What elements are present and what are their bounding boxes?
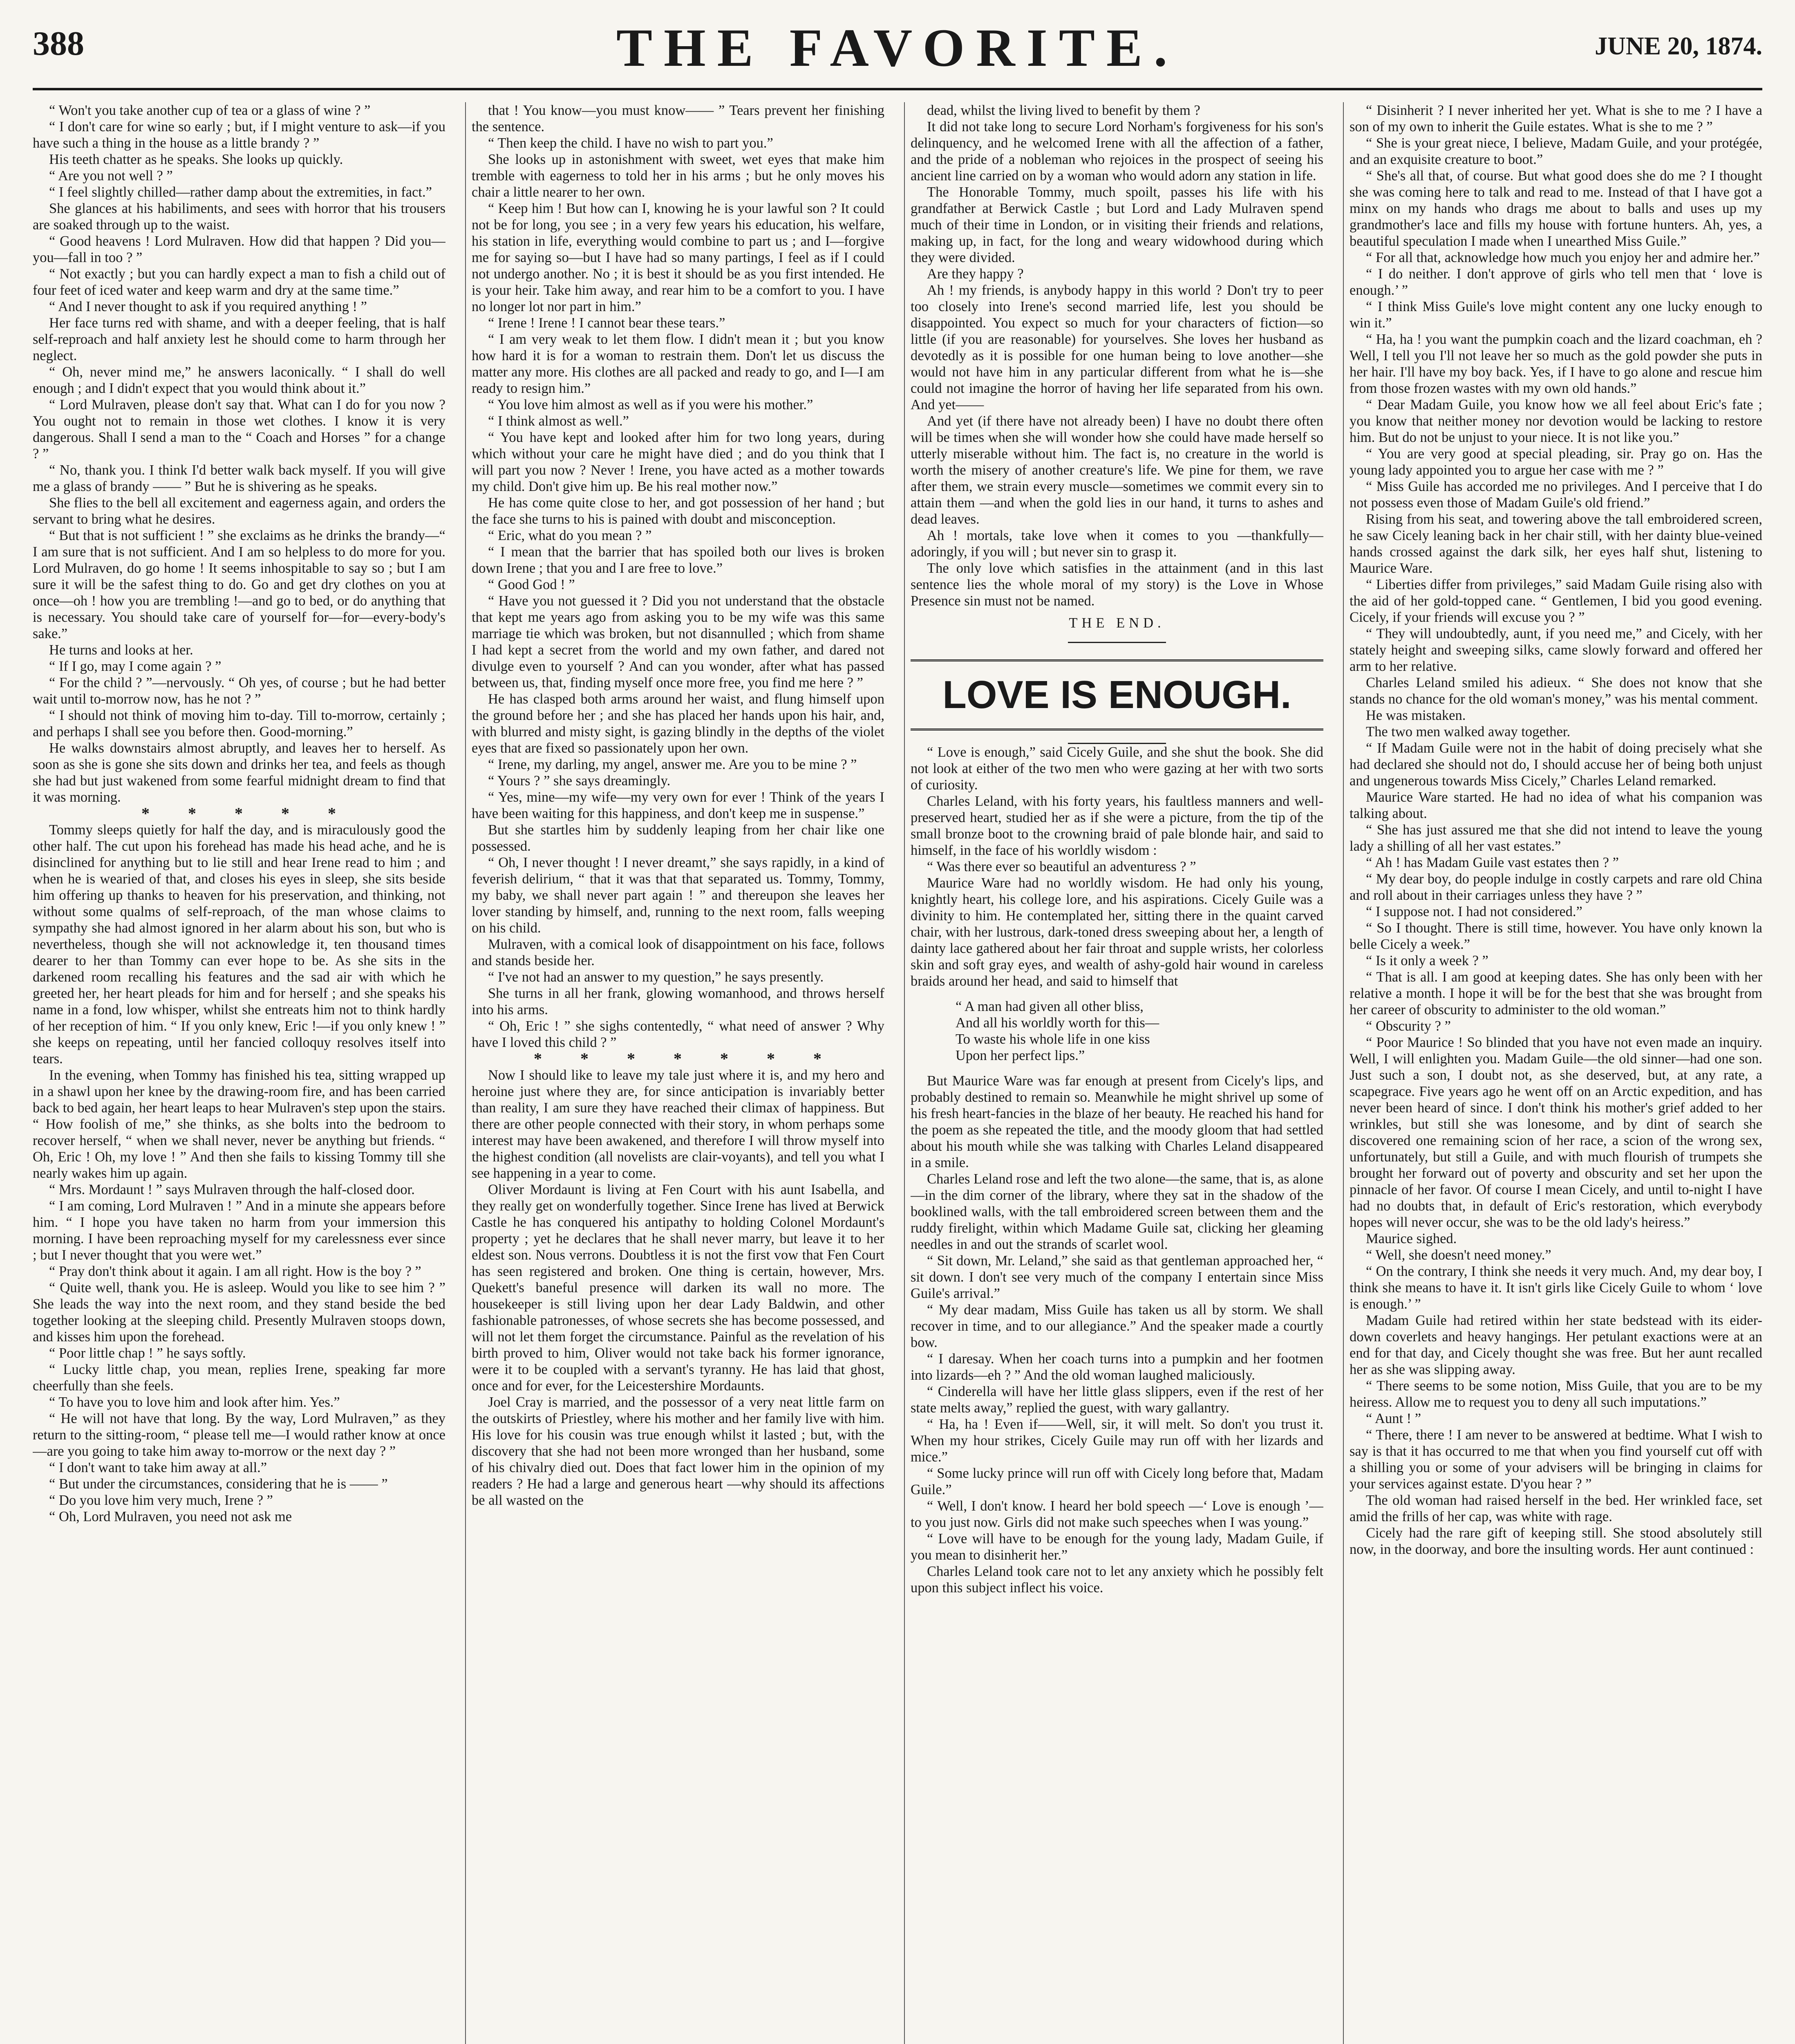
paragraph: “ Keep him ! But how can I, knowing he is your lawful son ? It could not be for long, you see ; in a very few years his education, his welfare, his station in life, everything would combine to part us ; and I—forgive me for saying so—but I have had so many partings, I feel as if I could not undergo another. No ; it is best it should be as you first intended. He is your heir. Take him away, and rear him to be a comfort to you. I have no longer lot nor part in him.” [472,201,884,314]
paragraph: “ Irene ! Irene ! I cannot bear these tears.” [488,315,725,331]
paragraph: “ They will undoubtedly, aunt, if you need me,” and Cicely, with her stately height and sweeping silks, came slowly forward and offered her arm to her relative. [1350,626,1762,674]
paragraph: “ So I thought. There is still time, however. You have only known la belle Cicely a week.” [1350,920,1762,952]
paragraph: She flies to the bell all excitement and eagerness again, and orders the servant to bring what he desires. [33,495,445,527]
paragraph: “ And I never thought to ask if you required anything ! ” [49,299,367,314]
paragraph: “ Is it only a week ? ” [1366,953,1488,968]
poem-line: “ A man had given all other bliss, [956,999,1144,1014]
paragraph: “ But that is not sufficient ! ” she exclaims as he drinks the brandy—“ I am sure that is not sufficient. And I am so helpless to do more for you. Lord Mulraven, do go home ! It seems inhospitable to say so ; but I am sure it will be the safest thing to do. Go and get dry clothes on you at once—oh ! how you are trembling !—and go to bed, or do anything that is necessary. You should take care of yourself for—for—every-body's sake.” [33,528,445,641]
paragraph: “ If I go, may I come again ? ” [49,659,222,674]
paragraph: “ Are you not well ? ” [49,168,173,184]
poem-line: To waste his whole life in one kiss [956,1031,1150,1047]
paragraph: Maurice Ware had no worldly wisdom. He had only his young, knightly heart, his college lore, and his aspirations. Cicely Guile was a divinity to him. He contemplated her, sitting there in the quaint carved chair, with her lustrous, dark-toned dress sweeping about her, a length of dainty lace gathered about her fair throat and supple wrists, her colorless skin and soft gray eyes, and wealth of ashy-gold hair wound in careless braids around her head, and said to himself that [911,875,1323,989]
article-columns [33,102,1762,2044]
header-rule [33,88,1762,90]
column-2 [472,102,884,2044]
issue-date: JUNE 20, 1874. [1595,32,1762,60]
poem-line: And all his worldly worth for this— [956,1015,1159,1031]
paragraph: “ Some lucky prince will run off with Cicely long before that, Madam Guile.” [911,1466,1323,1497]
paragraph: The Honorable Tommy, much spoilt, passes his life with his grandfather at Berwick Castle ; but Lord and Lady Mulraven spend much of their time in London, or in visiting their friends and relations, making up, in fact, for the long and weary widowhood during which they were divided. [911,184,1323,265]
paragraph: “ I mean that the barrier that has spoiled both our lives is broken down Irene ; that you and I are free to love.” [472,544,884,576]
paragraph: Her face turns red with shame, and with a deeper feeling, that is half self-reproach and half anxiety lest he should come to harm through her neglect. [33,315,445,363]
paragraph: “ You have kept and looked after him for two long years, during which without your care he might have died ; and do you think that I will part you now ? Never ! Irene, you have acted as a mother towards my child. Don't give him up. Be his real mother now.” [472,430,884,494]
paragraph: “ Then keep the child. I have no wish to part you.” [488,135,773,151]
paragraph: “ There, there ! I am never to be answered at bedtime. What I wish to say is that it has occurred to me that when you find yourself cut off with a shilling you or some of your advisers will be bringing in claims for your services against estate. D'you hear ? ” [1350,1427,1762,1492]
paragraph: “ Was there ever so beautiful an adventuress ? ” [927,859,1196,874]
paragraph: “ Lord Mulraven, please don't say that. What can I do for you now ? You ought not to remain in those wet clothes. I know it is very dangerous. Shall I send a man to the “ Coach and Horses ” for a change ? ” [33,397,445,462]
newspaper-title: THE FAVORITE. [616,18,1179,78]
paragraph: Madam Guile had retired within her state bedstead with its eider-down coverlets and heavy hangings. Her petulant exactions were at an end for that day, and Cicely thought she was free. But her aunt recalled her as she was slipping away. [1350,1313,1762,1377]
paragraph: Ah ! my friends, is anybody happy in this world ? Don't try to peer too closely into Irene's second married life, lest you should be disappointed. You expect so much for your characters of fiction—so little (if you are reasonable) for yourselves. She loves her husband as devotedly as it is possible for one human being to love another—she would not have him in any particular different from what he is—she could not imagine the horror of having her life separated from his own. And yet—— [911,282,1323,412]
end-rule [1068,642,1166,643]
paragraph: “ For the child ? ”—nervously. “ Oh yes, of course ; but he had better wait until to-morrow now, has he not ? ” [33,675,445,707]
paragraph: “ I think almost as well.” [488,413,629,429]
column-4 [1350,102,1762,2044]
paragraph: But she startles him by suddenly leaping from her chair like one possessed. [472,822,884,854]
paragraph: The old woman had raised herself in the bed. Her wrinkled face, set amid the frills of her cap, was white with rage. [1350,1493,1762,1524]
paragraph: And yet (if there have not already been) I have no doubt there often will be times when she will wonder how she could have made herself so utterly miserable without him. The fact is, no creature in the world is worth the misery of another creature's life. We pine for them, we rave after them, we strain every muscle—sometimes we commit every sin to attain them —and when the gold lies in our hand, it turns to ashes and dead leaves. [911,413,1323,527]
paragraph: She looks up in astonishment with sweet, wet eyes that make him tremble with eagerness to told her in his arms ; but he only moves his chair a little nearer to her own. [472,152,884,200]
paragraph: “ Mrs. Mordaunt ! ” says Mulraven through the half-closed door. [49,1182,415,1197]
paragraph: “ Poor Maurice ! So blinded that you have not even made an inquiry. Well, I will enlighten you. Madam Guile—the old sinner—had one son. Just such a son, I doubt not, as she deserved, but, at any rate, a scapegrace. Five years ago he went off on an Arctic expedition, and has never been heard of since. I don't think his mother's grief added to her wrinkles, but still she was lonesome, and by dint of search she discovered one remaining scion of her race, a scion of the wrong sex, unfortunately, but still a Guile, and with much flourish of trumpets she brought her forward out of poverty and obscurity and set her upon the pinnacle of her favor. Of course I mean Cicely, and until to-night I have had no doubts that, in default of Eric's restoration, which everybody hopes will never occur, she was to be the old lady's heiress.” [1350,1035,1762,1230]
paragraph: “ Disinherit ? I never inherited her yet. What is she to me ? I have a son of my own to inherit the Guile estates. What is she to me ? ” [1350,103,1762,134]
paragraph: “ On the contrary, I think she needs it very much. And, my dear boy, I think she means to have it. It isn't girls like Cicely Guile to whom ‘ love is enough.’ ” [1350,1264,1762,1312]
poem [956,998,1323,1064]
paragraph: “ If Madam Guile were not in the habit of doing precisely what she had declared she should not do, I should accuse her of being both unjust and ungenerous towards Miss Cicely,” Charles Leland remarked. [1350,740,1762,789]
story-opening [911,744,1323,989]
section-break: * * * * * * * [534,1049,839,1068]
paragraph: “ I think Miss Guile's love might content any one lucky enough to win it.” [1350,299,1762,331]
paragraph: It did not take long to secure Lord Norham's forgiveness for his son's delinquency, and he welcomed Irene with all the affection of a father, and the pride of a nobleman who rejoices in the prospect of seeing his ancient line carried on by a woman who would adorn any station in life. [911,119,1323,184]
column-1 [33,102,445,2044]
paragraph: Charles Leland smiled his adieux. “ She does not know that she stands no chance for the old woman's money,” was his mental comment. [1350,675,1762,707]
paragraph: “ Miss Guile has accorded me no privileges. And I perceive that I do not possess even those of Madam Guile's old friend.” [1350,479,1762,511]
paragraph: dead, whilst the living lived to benefit by them ? [927,103,1200,118]
paragraph: “ Yes, mine—my wife—my very own for ever ! Think of the years I have been waiting for this happiness, and don't keep me in suspense.” [472,789,884,821]
paragraph: “ I am very weak to let them flow. I didn't mean it ; but you know how hard it is for a woman to restrain them. Don't let us discuss the matter any more. His clothes are all packed and ready to go, and I—I am ready to resign him.” [472,332,884,396]
paragraph: Joel Cray is married, and the possessor of a very neat little farm on the outskirts of Priestley, where his mother and her family live with him. His love for his cousin was true enough whilst it lasted ; but, with the discovery that she had not been more wronged than her husband, some of his chivalry died out. Does that fact lower him in the opinion of my readers ? He had a large and generous heart —why should its affections be all wasted on the [472,1394,884,1508]
paragraph: “ You are very good at special pleading, sir. Pray go on. Has the young lady appointed you to argue her case with me ? ” [1350,446,1762,478]
paragraph: He has clasped both arms around her waist, and flung himself upon the ground before her ; and she has placed her hands upon his hair, and, with blurred and misty sight, is gazing blindly in the depths of the violet eyes that are fixed so passionately upon her own. [472,691,884,756]
story-ending [911,102,1323,609]
page-number: 388 [33,25,84,63]
paragraph: Maurice sighed. [1366,1231,1457,1246]
paragraph: “ She's all that, of course. But what good does she do me ? I thought she was coming here to talk and read to me. Instead of that I have got a minx on my hands who drags me about to balls and uses up my grandmother's lace and fills my house with fortune hunters. Ah, yes, a beautiful speculation I made when I unearthed Miss Guile.” [1350,168,1762,249]
paragraph: “ Dear Madam Guile, you know how we all feel about Eric's fate ; you know that neither money nor devotion would be lacking to restore him. But do not be unjust to your niece. It is not like you.” [1350,397,1762,445]
paragraph: The only love which satisfies in the attainment (and in this last sentence lies the whole moral of my story) is the Love in Whose Presence sin must not be named. [911,560,1323,609]
poem-line: Upon her perfect lips.” [956,1048,1085,1063]
paragraph: “ Lucky little chap, you mean, replies Irene, speaking far more cheerfully than she feels. [33,1362,445,1394]
paragraph: “ Good heavens ! Lord Mulraven. How did that happen ? Did you—you—fall in too ? ” [33,233,445,265]
paragraph: “ There seems to be some notion, Miss Guile, that you are to be my heiress. Allow me to request you to deny all such imputations.” [1350,1378,1762,1410]
paragraph: “ Cinderella will have her little glass slippers, even if the rest of her state melts away,” replied the guest, with wary gallantry. [911,1384,1323,1416]
paragraph: “ Sit down, Mr. Leland,” she said as that gentleman approached her, “ sit down. I don't see very much of the company I entertain since Miss Guile's arrival.” [911,1253,1323,1301]
paragraph: “ My dear boy, do people indulge in costly carpets and rare old China and roll about in their carriages unless they have ? ” [1350,871,1762,903]
paragraph: “ Oh, I never thought ! I never dreamt,” she says rapidly, in a kind of feverish delirium, “ that it was that that separated us. Tommy, Tommy, my baby, we shall never part again ! ” and thereupon she leaves her lover standing by himself, and, running to the next room, falls weeping on his child. [472,855,884,936]
section-break: * * * * * [141,804,353,823]
paragraph: “ Quite well, thank you. He is asleep. Would you like to see him ? ” She leads the way into the next room, and they stand beside the bed together looking at the sleeping child. Presently Mulraven stoops down, and kisses him upon the forehead. [33,1280,445,1345]
paragraph: Maurice Ware started. He had no idea of what his companion was talking about. [1350,789,1762,821]
paragraph: She glances at his habiliments, and sees with horror that his trousers are soaked through up to the waist. [33,201,445,233]
paragraph: “ Love will have to be enough for the young lady, Madam Guile, if you mean to disinherit her.” [911,1531,1323,1563]
paragraph: “ He will not have that long. By the way, Lord Mulraven,” as they return to the sitting-room, “ please tell me—I would rather know at once—are you going to take him away to-morrow or the next day ? ” [33,1411,445,1459]
paragraph: that ! You know—you must know—— ” Tears prevent her finishing the sentence. [472,103,884,134]
paragraph: “ Oh, never mind me,” he answers laconically. “ I shall do well enough ; and I didn't expect that you would think about it.” [33,364,445,396]
paragraph: “ Liberties differ from privileges,” said Madam Guile rising also with the aid of her gold-topped cane. “ Gentlemen, I bid you good evening. Cicely, if your friends will excuse you ? ” [1350,577,1762,625]
paragraph: Tommy sleeps quietly for half the day, and is miraculously good the other half. The cut upon his forehead has made his head ache, and he is disinclined for anything but to lie still and hear Irene read to him ; and when he is wearied of that, and closes his eyes in sleep, she sits beside him offering up thanks to heaven for his preservation, and thinking, not without some qualms of self-reproach, of the man whose claims to sympathy she had almost ignored in her alarm about his son, but who is nevertheless, though she will not acknowledge it, ten thousand times dearer to her than Tommy can ever hope to be. As she sits in the darkened room recalling his features and the sad air with which he greeted her, her heart pleads for him and for herself ; and she speaks his name in a fond, low whisper, whilst she entreats him not to think hardly of her reception of him. “ If you only knew, Eric !—if you only knew ! ” she keeps on repeating, until her fancied colloquy resolves itself into tears. [33,822,445,1067]
paragraph: He has come quite close to her, and got possession of her hand ; but the face she turns to his is pained with doubt and misconception. [472,495,884,527]
column-divider [1343,102,1344,2044]
paragraph: “ Ha, ha ! Even if——Well, sir, it will melt. So don't you trust it. When my hour strikes, Cicely Guile may run off with her lizards and mice.” [911,1416,1323,1465]
paragraph: His teeth chatter as he speaks. She looks up quickly. [49,152,343,167]
the-end: THE END. [1069,615,1165,631]
paragraph: “ Poor little chap ! ” he says softly. [49,1345,246,1361]
paragraph: He turns and looks at her. [49,642,193,658]
column-divider [465,102,466,2044]
paragraph: Charles Leland, with his forty years, his faultless manners and well-preserved heart, studied her as if she were a picture, from the tip of the small bronze boot to the crowning braid of pale blonde hair, and said to himself, in the face of his worldly wisdom : [911,793,1323,858]
paragraph: “ Aunt ! ” [1366,1411,1421,1426]
paragraph: But Maurice Ware was far enough at present from Cicely's lips, and probably destined to remain so. Meanwhile he might shrivel up some of his fresh heart-fancies in the blaze of her beauty. He reached his hand for the poem as she repeated the title, and the moody gloom that had settled about his mouth while she was talking with Charles Leland disappeared in a smile. [911,1073,1323,1170]
paragraph: “ No, thank you. I think I'd better walk back myself. If you will give me a glass of brandy —— ” But he is shivering as he speaks. [33,462,445,494]
paragraph: “ That is all. I am good at keeping dates. She has only been with her relative a month. I hope it will be for the best that she was brought from her career of obscurity to administer to the old woman.” [1350,969,1762,1018]
paragraph: Cicely had the rare gift of keeping still. She stood absolutely still now, in the doorway, and bore the insulting words. Her aunt continued : [1350,1525,1762,1557]
paragraph: “ I do neither. I don't approve of girls who tell men that ‘ love is enough.’ ” [1350,266,1762,298]
paragraph: “ Obscurity ? ” [1366,1018,1451,1034]
masthead [33,16,1762,86]
paragraph: “ But under the circumstances, considering that he is —— ” [49,1476,388,1492]
paragraph: “ My dear madam, Miss Guile has taken us all by storm. We shall recover in time, and to our allegiance.” And the speaker made a courtly bow. [911,1302,1323,1350]
paragraph: “ Love is enough,” said Cicely Guile, and she shut the book. She did not look at either of the two men who were gazing at her with two sorts of curiosity. [911,744,1323,793]
paragraph: “ I don't care for wine so early ; but, if I might venture to ask—if you have such a thing in the house as a little brandy ? ” [33,119,445,151]
paragraph: “ Good God ! ” [488,577,575,592]
paragraph: “ Do you love him very much, Irene ? ” [49,1493,273,1508]
paragraph: Are they happy ? [927,266,1024,282]
paragraph: “ I should not think of moving him to-day. Till to-morrow, certainly ; and perhaps I shall see you before then. Good-morning.” [33,708,445,740]
paragraph: Mulraven, with a comical look of disappointment on his face, follows and stands beside her. [472,937,884,968]
paragraph: “ I daresay. When her coach turns into a pumpkin and her footmen into lizards—eh ? ” And the old woman laughed maliciously. [911,1351,1323,1383]
column-3 [911,102,1323,2044]
paragraph: “ I suppose not. I had not considered.” [1366,904,1582,919]
paragraph: “ She is your great niece, I believe, Madam Guile, and your protégée, and an exquisite creature to boot.” [1350,135,1762,167]
paragraph: “ I've not had an answer to my question,” he says presently. [488,969,824,985]
paragraph: The two men walked away together. [1366,724,1571,740]
paragraph: “ I feel slightly chilled—rather damp about the extremities, in fact.” [49,184,432,200]
paragraph: Ah ! mortals, take love when it comes to you —thankfully—adoringly, if you will ; but never sin to grasp it. [911,528,1323,560]
paragraph: “ Pray don't think about it again. I am all right. How is the boy ? ” [49,1264,421,1279]
paragraph: “ Eric, what do you mean ? ” [488,528,652,543]
paragraph: She turns in all her frank, glowing womanhood, and throws herself into his arms. [472,986,884,1018]
paragraph: Charles Leland rose and left the two alone—the same, that is, as alone—in the dim corner of the library, where they sat in the shadow of the booklined walls, with the tall embroidered screen between them and the ruddy firelight, within which Madame Guile sat, clicking her gleaming needles in and out the strands of scarlet wool. [911,1171,1323,1252]
paragraph: Rising from his seat, and towering above the tall embroidered screen, he saw Cicely leaning back in her chair still, with her dainty blue-veined hands crossed against the dark silk, her eyes half shut, listening to Maurice Ware. [1350,511,1762,576]
paragraph: “ I am coming, Lord Mulraven ! ” And in a minute she appears before him. “ I hope you have taken no harm from your immersion this morning. I have been reproaching myself for my carelessness ever since ; but I never thought that you were wet.” [33,1198,445,1263]
paragraph: “ Well, she doesn't need money.” [1366,1247,1551,1263]
story-title: LOVE IS ENOUGH. [911,659,1323,731]
paragraph: Oliver Mordaunt is living at Fen Court with his aunt Isabella, and they really get on wonderfully together. Since Irene has lived at Berwick Castle he has conquered his antipathy to holding Colonel Mordaunt's property ; yet he declares that he shall never marry, but leave it to her eldest son. Nous verrons. Doubtless it is not the first vow that Fen Court has seen registered and broken. One thing is certain, however, Mrs. Quekett's baneful presence will darken its wall no more. The housekeeper is still living upon her dear Lady Baldwin, and other fashionable patronesses, of whose secrets she has become possessed, and will not let them forget the circumstance. Painful as the revelation of his birth proved to him, Oliver would not take back his former ignorance, were it to be coupled with a servant's tyranny. He has laid that ghost, once and for ever, for the Leicestershire Mordaunts. [472,1182,884,1394]
paragraph: “ Not exactly ; but you can hardly expect a man to fish a child out of four feet of iced water and keep warm and dry at the same time.” [33,266,445,298]
column-divider [904,102,905,2044]
paragraph: “ Oh, Eric ! ” she sighs contentedly, “ what need of answer ? Why have I loved this child ? ” [472,1018,884,1050]
paragraph: “ She has just assured me that she did not intend to leave the young lady a shilling of all her vast estates.” [1350,822,1762,854]
story-continued [911,1073,1323,1596]
paragraph: He was mistaken. [1366,708,1466,723]
paragraph: Now I should like to leave my tale just where it is, and my hero and heroine just where they are, for since anticipation is invariably better than reality, I am sure they have reached their climax of happiness. But there are other people connected with their story, in whom perhaps some interest may have been awakened, and therefore I will throw myself into the highest condition (all novelists are clair-voyants), and tell you what I see happening in a year to come. [472,1067,884,1181]
paragraph: “ To have you to love him and look after him. Yes.” [49,1394,340,1410]
paragraph: “ For all that, acknowledge how much you enjoy her and admire her.” [1366,250,1760,265]
paragraph: He walks downstairs almost abruptly, and leaves her to herself. As soon as she is gone she sits down and drinks her tea, and feels as though she had but just wakened from some fearful midnight dream to find that it was morning. [33,740,445,805]
paragraph: “ Well, I don't know. I heard her bold speech —‘ Love is enough ’—to you just now. Girls did not make such speeches when I was young.” [911,1498,1323,1530]
paragraph: “ You love him almost as well as if you were his mother.” [488,397,813,412]
paragraph: “ I don't want to take him away at all.” [49,1460,267,1475]
paragraph: “ Oh, Lord Mulraven, you need not ask me [49,1509,292,1524]
paragraph: “ Irene, my darling, my angel, answer me. Are you to be mine ? ” [488,757,857,772]
paragraph: “ Won't you take another cup of tea or a glass of wine ? ” [49,103,371,118]
paragraph: In the evening, when Tommy has finished his tea, sitting wrapped up in a shawl upon her knee by the drawing-room fire, and has been carried back to bed again, her heart leaps to hear Mulraven's step upon the stairs. “ How foolish of me,” she thinks, as she bolts into the bedroom to recover herself, “ when we shall never, never be anything but friends. “ Oh, Eric ! Oh, my love ! ” And then she fails to kissing Tommy till she nearly wakes him up again. [33,1067,445,1181]
paragraph: Charles Leland took care not to let any anxiety which he possibly felt upon this subject inflect his voice. [911,1564,1323,1596]
paragraph: “ Ha, ha ! you want the pumpkin coach and the lizard coachman, eh ? Well, I tell you I'll not leave her so much as the gold powder she puts in her hair. I'll have my boy back. Yes, if I have to go alone and rescue him from those frozen wastes with my own old hands.” [1350,332,1762,396]
paragraph: “ Have you not guessed it ? Did you not understand that the obstacle that kept me years ago from asking you to be my wife was this same marriage tie which was broken, but not disannulled ; which from shame I had kept a secret from the world and my own father, and dared not divulge even to yourself ? And can you wonder, after what has passed between us, that, finding myself once more free, you find me here ? ” [472,593,884,690]
paragraph: “ Ah ! has Madam Guile vast estates then ? ” [1366,855,1619,870]
paragraph: “ Yours ? ” she says dreamingly. [488,773,671,789]
